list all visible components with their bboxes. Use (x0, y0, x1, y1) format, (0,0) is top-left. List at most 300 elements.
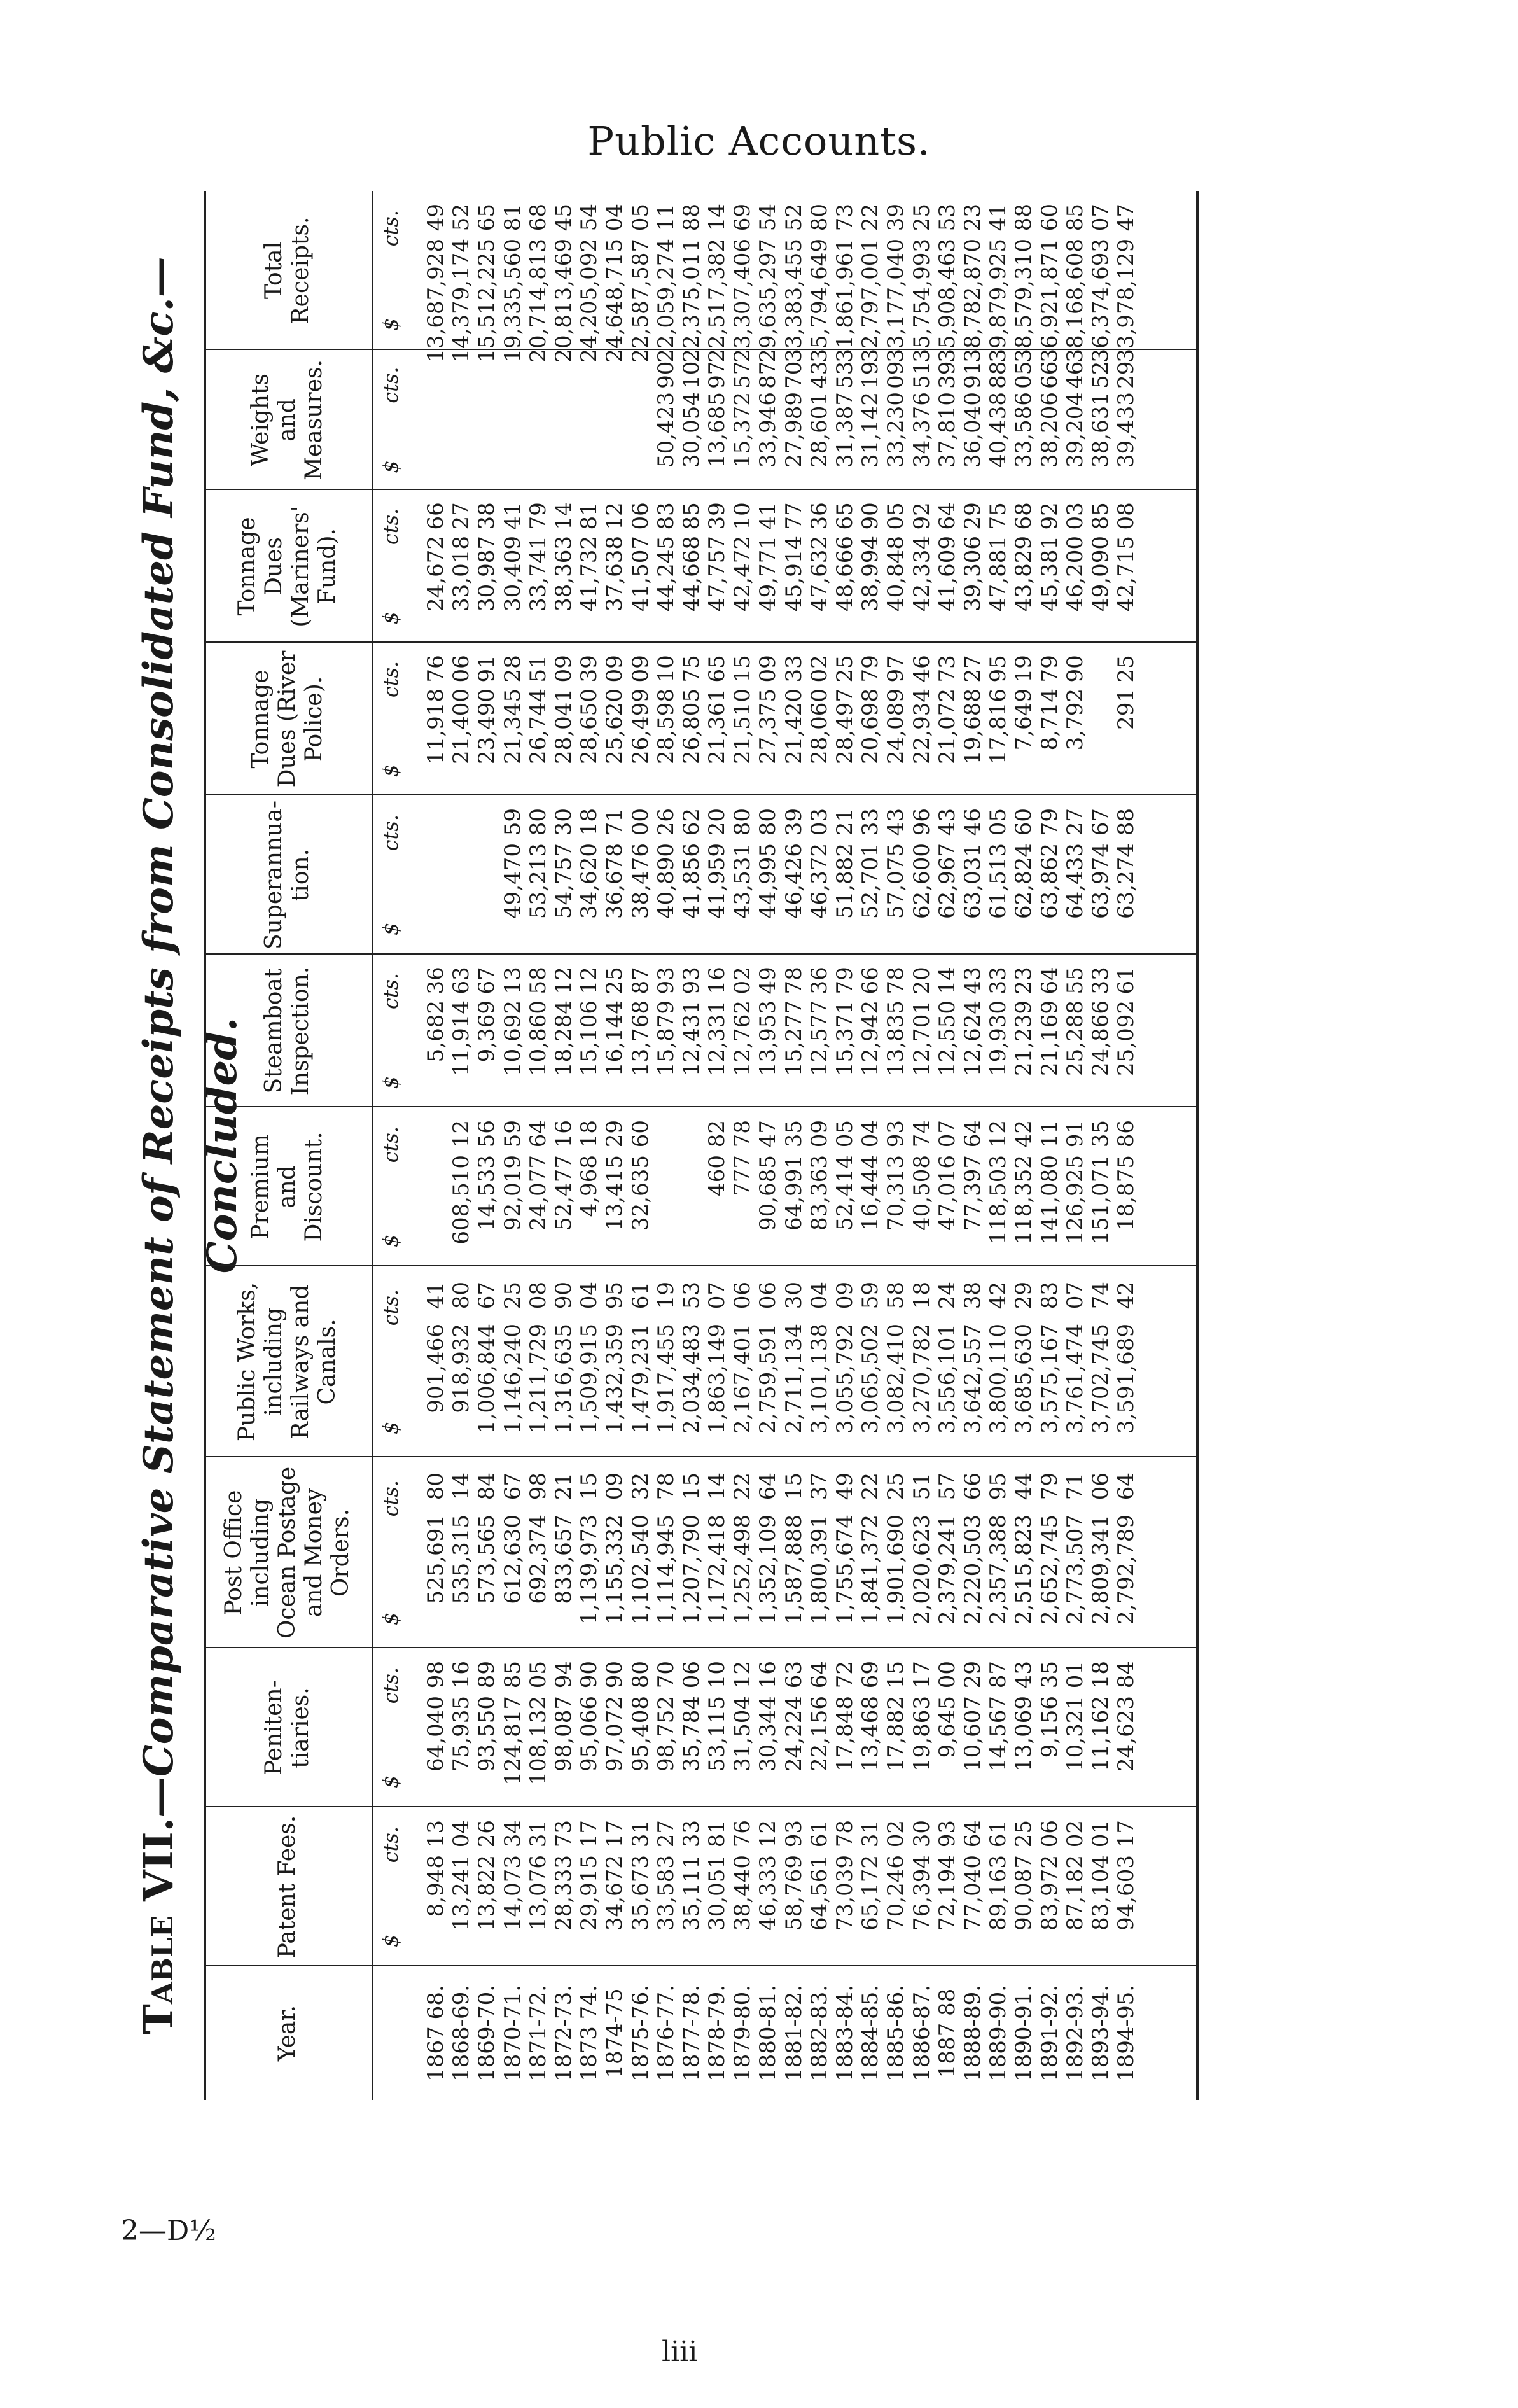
table-cell (628, 1807, 653, 1966)
cell-dollars: 57,075 (883, 843, 909, 919)
cell-dollars: 9,369 (474, 1000, 500, 1063)
cell-dollars: 50,423 (653, 392, 679, 468)
table-cell (500, 490, 526, 643)
cell-cents: 59 (858, 1282, 884, 1310)
cell-cents: 79 (1036, 808, 1062, 836)
table-cell (1062, 191, 1088, 363)
table-cell: 1889-90. (985, 1984, 1012, 2082)
table-cell (526, 1807, 551, 1966)
cell-cents: 17 (602, 1820, 628, 1848)
cell-dollars: 12,431 (678, 1000, 704, 1076)
cell-cents: 60 (1011, 808, 1037, 836)
cell-cents: 83 (653, 502, 679, 530)
table-cell (679, 795, 704, 955)
table-cell: 1872-73. (550, 1984, 576, 2082)
table-cell (449, 1266, 474, 1457)
cell-cents: 68 (525, 204, 551, 232)
table-cell (474, 191, 500, 363)
table-cell (960, 1107, 985, 1266)
cell-cents: 97 (704, 361, 730, 389)
cell-dollars: 83,363 (806, 1155, 832, 1231)
table-cell (730, 795, 755, 955)
cell-dollars: 49,090 (1087, 536, 1113, 612)
cell-dollars: 22,156 (806, 1696, 832, 1772)
table-cell: 1885-86. (883, 1984, 909, 2082)
cell-cents: 94 (550, 1661, 576, 1689)
table-cell (960, 1266, 985, 1457)
table-cell (985, 191, 1012, 363)
cell-cents: 80 (627, 1661, 653, 1689)
table-cell (679, 955, 704, 1107)
cell-dollars: 43,829 (1011, 536, 1037, 612)
table-cell (1088, 1807, 1113, 1966)
table-cell (883, 1457, 909, 1648)
table-cell (449, 1457, 474, 1648)
table-cell (807, 643, 832, 795)
table-cell (526, 1107, 551, 1266)
cell-cents: 39 (781, 808, 807, 836)
table-cell (628, 955, 653, 1107)
table-cell (1011, 490, 1036, 643)
cell-dollars: 1,432,359 (602, 1324, 628, 1434)
cell-dollars: 48,666 (832, 536, 858, 612)
table-cell (474, 350, 499, 490)
cell-dollars: 19,930 (985, 1000, 1012, 1076)
table-cell (704, 191, 730, 363)
cell-dollars: 14,073 (499, 1855, 526, 1931)
cell-dollars: 108,132 (525, 1696, 551, 1786)
cell-cents: 79 (1036, 1473, 1062, 1501)
cell-dollars: 19,335,560 (499, 239, 526, 363)
cell-dollars: 94,603 (1113, 1855, 1139, 1931)
cell-dollars: 918,932 (449, 1324, 475, 1413)
cell-dollars: 12,942 (858, 1000, 884, 1076)
column-wm (204, 349, 1196, 490)
table-cell (423, 191, 449, 363)
table-cell (883, 643, 909, 795)
cell-dollars: 21,361 (704, 689, 730, 764)
cell-cents: 09 (806, 1120, 832, 1148)
table-cell (602, 643, 627, 795)
cell-dollars: 16,444 (858, 1155, 884, 1231)
cell-dollars: 1,863,149 (704, 1324, 730, 1434)
cell-cents: 14 (704, 1473, 730, 1501)
cell-dollars: 11,918 (423, 689, 449, 764)
dollar-unit: $ (379, 318, 403, 331)
cell-dollars: 3,761,474 (1062, 1324, 1088, 1434)
cell-dollars: 21,420 (781, 689, 807, 764)
values-pen (423, 1648, 1139, 1807)
cell-cents: 10 (653, 655, 679, 683)
cell-cents: 19 (858, 361, 884, 389)
table-cell (858, 191, 884, 363)
values-wm (423, 350, 1139, 490)
table-cell (985, 1266, 1011, 1457)
cell-dollars: 38,440 (730, 1855, 756, 1931)
cell-dollars: 22,934 (909, 689, 935, 764)
cell-dollars: 12,624 (959, 1000, 985, 1076)
cell-dollars: 72,194 (934, 1855, 960, 1931)
units-row (379, 1648, 410, 1807)
cell-dollars: 70,246 (883, 1855, 909, 1931)
cell-dollars: 22,517,382 (704, 239, 730, 363)
table-cell (423, 1807, 449, 1966)
table-cell (935, 490, 960, 643)
table-cell (576, 643, 602, 795)
cell-dollars: 38,363 (550, 536, 576, 612)
table-cell (551, 1457, 576, 1648)
dollar-unit: $ (379, 611, 403, 625)
table-cell (1113, 1648, 1139, 1807)
cell-cents: 15 (781, 1473, 807, 1501)
cell-cents: 73 (832, 204, 858, 232)
cell-cents: 57 (730, 361, 756, 389)
cell-cents: 07 (934, 1120, 960, 1148)
table-cell (551, 955, 576, 1107)
cell-cents: 66 (423, 502, 449, 530)
cell-cents: 81 (576, 502, 602, 530)
cell-dollars: 21,345 (499, 689, 526, 764)
cell-dollars: 62,600 (909, 843, 935, 919)
table-cell (449, 191, 475, 363)
table-cell (960, 795, 985, 955)
table-cell (960, 1457, 985, 1648)
cell-cents: 06 (755, 1282, 781, 1310)
cell-cents: 07 (1087, 204, 1113, 232)
column-header-wm: Weights and Measures. (247, 360, 327, 480)
cell-cents: 24 (934, 1282, 960, 1310)
cell-cents: 61 (1113, 967, 1139, 995)
table-cell: 1887 88 (934, 1988, 960, 2078)
cell-cents: 09 (627, 655, 653, 683)
cell-dollars: 34,376 (909, 392, 935, 468)
cell-cents: 64 (934, 502, 960, 530)
table-cell (935, 350, 960, 490)
cell-cents: 78 (883, 967, 909, 995)
values-super (423, 795, 1139, 955)
cell-cents: 78 (653, 1473, 679, 1501)
table-cell (909, 350, 935, 490)
cell-cents: 29 (959, 502, 985, 530)
cell-dollars: 692,374 (525, 1515, 551, 1604)
column-header-pen: Peniten-tiaries. (261, 1680, 314, 1775)
cell-cents: 72 (832, 1661, 858, 1689)
table-cell (935, 1648, 960, 1807)
cell-dollars: 28,060 (806, 689, 832, 764)
cell-dollars: 33,741 (525, 536, 551, 612)
table-cell (602, 1107, 627, 1266)
cell-cents: 45 (550, 204, 576, 232)
cell-dollars: 25,288 (1062, 1000, 1088, 1076)
table-cell (959, 191, 985, 363)
cell-cents: 91 (474, 655, 500, 683)
cell-dollars: 98,752 (653, 1696, 679, 1772)
table-cell (858, 795, 883, 955)
table-cell (1037, 490, 1062, 643)
table-cell (883, 1648, 909, 1807)
cell-dollars: 13,835 (883, 1000, 909, 1076)
cell-dollars: 35,754,993 (909, 239, 935, 363)
table-cell (474, 1807, 499, 1966)
table-cell (909, 795, 935, 955)
cell-dollars: 77,397 (959, 1155, 985, 1231)
table-cell (1062, 643, 1088, 795)
table-cell (807, 1266, 832, 1457)
cell-dollars: 31,387 (832, 392, 858, 468)
cell-cents: 93 (883, 1120, 909, 1148)
printer-signature: 2—D½ (121, 2215, 216, 2247)
cell-dollars: 3,685,630 (1011, 1324, 1037, 1434)
cell-dollars: 65,172 (858, 1855, 884, 1931)
cell-dollars: 15,512,225 (474, 239, 500, 363)
cell-dollars: 33,177,040 (883, 239, 909, 363)
cell-dollars: 26,744 (525, 689, 551, 764)
cell-dollars: 46,200 (1062, 536, 1088, 612)
cell-dollars: 87,182 (1062, 1855, 1088, 1931)
cell-dollars: 24,205,092 (576, 239, 602, 363)
table-cell (576, 795, 602, 955)
table-cell (551, 1648, 576, 1807)
cell-cents: 43 (806, 361, 832, 389)
cell-cents: 70 (653, 1661, 679, 1689)
cell-dollars: 12,701 (909, 1000, 935, 1076)
cell-cents: 27 (449, 502, 475, 530)
cell-dollars: 35,908,463 (934, 239, 960, 363)
cell-cents: 14 (449, 1473, 475, 1501)
cell-cents: 17 (576, 1820, 602, 1848)
cell-dollars: 11,162 (1087, 1696, 1113, 1772)
table-cell (755, 1807, 781, 1966)
table-cell (653, 795, 679, 955)
cell-cents: 93 (653, 967, 679, 995)
cell-cents: 29 (1113, 361, 1139, 389)
table-cell (781, 1807, 807, 1966)
table-cell (500, 955, 526, 1107)
table-cell (704, 643, 730, 795)
table-cell (423, 490, 449, 643)
cell-dollars: 41,507 (627, 536, 653, 612)
table-cell (678, 191, 704, 363)
cell-dollars: 39,306 (959, 536, 985, 612)
table-cell (781, 1457, 807, 1648)
cell-cents: 56 (474, 1120, 500, 1148)
table-cell: 1878-79. (704, 1984, 730, 2082)
table-cell (755, 795, 781, 955)
table-cell (781, 350, 807, 490)
cell-dollars: 15,106 (576, 1000, 602, 1076)
cell-dollars: 41,959 (704, 843, 730, 919)
cell-dollars: 3,101,138 (806, 1324, 832, 1434)
cell-dollars: 95,408 (627, 1696, 653, 1772)
cell-cents: 49 (423, 204, 449, 232)
cell-cents: 06 (449, 655, 475, 683)
table-cell (1062, 1807, 1088, 1966)
table-cell (755, 1648, 781, 1807)
cell-dollars: 53,213 (525, 843, 551, 919)
cell-cents: 89 (474, 1661, 500, 1689)
table-cell: 1890-91. (1011, 1984, 1037, 2082)
table-cell (500, 1457, 526, 1648)
cell-dollars: 3,575,167 (1036, 1324, 1062, 1434)
table-cell (551, 643, 576, 795)
cell-dollars: 2,652,745 (1036, 1515, 1062, 1625)
cell-cents: 98 (423, 1661, 449, 1689)
cell-dollars: 42,334 (909, 536, 935, 612)
cell-dollars: 42,715 (1113, 536, 1139, 612)
cell-dollars: 31,504 (730, 1696, 756, 1772)
cell-dollars: 33,383,455 (781, 239, 807, 363)
cell-cents: 32 (627, 1473, 653, 1501)
table-cell (858, 490, 883, 643)
cell-cents: 27 (653, 1820, 679, 1848)
cell-dollars: 2,759,591 (755, 1324, 781, 1434)
cell-dollars: 460 (704, 1155, 730, 1196)
table-cell (883, 1807, 909, 1966)
cell-cents: 67 (474, 967, 500, 995)
cell-cents: 14 (934, 967, 960, 995)
cell-cents: 78 (730, 1120, 756, 1148)
table-cell (1113, 795, 1139, 955)
cell-cents: 25 (832, 655, 858, 683)
cell-dollars: 3,556,101 (934, 1324, 960, 1434)
cell-dollars: 95,066 (576, 1696, 602, 1772)
cell-dollars: 83,104 (1087, 1855, 1113, 1931)
cell-cents: 09 (602, 1473, 628, 1501)
table-cell (832, 191, 858, 363)
cell-cents: 12 (755, 1820, 781, 1848)
cell-cents: 76 (423, 655, 449, 683)
cell-dollars: 39,204 (1062, 392, 1088, 468)
cell-dollars: 44,668 (678, 536, 704, 612)
cell-dollars: 1,587,888 (781, 1515, 807, 1625)
table-cell (653, 955, 679, 1107)
cell-dollars: 1,316,635 (550, 1324, 576, 1434)
table-cell (960, 643, 985, 795)
cell-dollars: 24,672 (423, 536, 449, 612)
cell-cents: 67 (1087, 808, 1113, 836)
cell-dollars: 63,274 (1113, 843, 1139, 919)
cell-dollars: 1,917,455 (653, 1324, 679, 1434)
cell-cents: 78 (832, 1820, 858, 1848)
cell-cents: 51 (909, 361, 935, 389)
table-cell (730, 643, 755, 795)
cell-dollars: 33,230 (883, 392, 909, 468)
column-mar (204, 489, 1196, 643)
cell-dollars: 1,755,674 (832, 1515, 858, 1625)
cell-dollars: 52,414 (832, 1155, 858, 1231)
receipts-table (204, 191, 1196, 2100)
cell-cents: 09 (755, 655, 781, 683)
cell-dollars: 77,040 (959, 1855, 985, 1931)
table-cell (781, 795, 807, 955)
cell-cents: 06 (1036, 1820, 1062, 1848)
cell-cents: 33 (985, 967, 1012, 995)
cell-cents: 67 (474, 1282, 500, 1310)
table-cell (1062, 1266, 1088, 1457)
cell-dollars: 32,797,001 (858, 239, 884, 363)
table-cell (1088, 955, 1113, 1107)
cell-dollars: 22,059,274 (653, 239, 679, 363)
cell-dollars: 17,848 (832, 1696, 858, 1772)
cell-dollars: 126,925 (1062, 1155, 1088, 1245)
cell-dollars: 2,020,623 (909, 1515, 935, 1625)
dollar-unit: $ (379, 1075, 403, 1089)
cell-cents: 76 (730, 1820, 756, 1848)
cell-cents: 55 (1062, 967, 1088, 995)
cell-dollars: 34,672 (602, 1855, 628, 1931)
units-row (379, 350, 410, 490)
table-cell (909, 1107, 935, 1266)
cell-cents: 15 (883, 1661, 909, 1689)
table-cell: 1884-85. (858, 1984, 884, 2082)
table-cell (449, 1807, 474, 1966)
cell-dollars: 3,702,745 (1087, 1324, 1113, 1434)
table-cell (628, 1266, 653, 1457)
cell-cents: 18 (1087, 1661, 1113, 1689)
cell-dollars: 24,224 (781, 1696, 807, 1772)
cell-dollars: 64,991 (781, 1155, 807, 1231)
table-cell (704, 955, 730, 1107)
table-cell (1088, 795, 1113, 955)
cell-dollars: 27,375 (755, 689, 781, 764)
table-cell (935, 643, 960, 795)
cell-dollars: 10,860 (525, 1000, 551, 1076)
table-cell (807, 795, 832, 955)
table-cell (602, 1648, 627, 1807)
table-cell (628, 795, 653, 955)
table-cell (883, 490, 909, 643)
cell-cents: 06 (1087, 1473, 1113, 1501)
cell-dollars: 1,479,231 (627, 1324, 653, 1434)
table-cell (704, 350, 730, 490)
cell-dollars: 38,168,608 (1062, 239, 1088, 363)
table-cell (628, 490, 653, 643)
units-row (379, 795, 410, 955)
cell-dollars: 46,372 (806, 843, 832, 919)
column-super (204, 794, 1196, 955)
cell-cents: 16 (704, 967, 730, 995)
table-cell (1088, 350, 1113, 490)
cell-dollars: 41,856 (678, 843, 704, 919)
cell-cents: 57 (934, 1473, 960, 1501)
cell-cents: 05 (985, 808, 1012, 836)
cell-dollars: 2,034,483 (678, 1324, 704, 1434)
cell-dollars: 141,080 (1036, 1155, 1062, 1245)
table-cell (474, 1266, 499, 1457)
cell-cents: 43 (1011, 1661, 1037, 1689)
table-cell (474, 1648, 499, 1807)
table-cell (935, 1266, 960, 1457)
column-post (204, 1456, 1196, 1648)
cell-dollars: 40,890 (653, 843, 679, 919)
table-cell (985, 1807, 1011, 1966)
cell-cents: 16 (755, 1661, 781, 1689)
cell-dollars: 13,685 (704, 392, 730, 468)
table-cell: 1869-70. (474, 1984, 500, 2082)
values-year (423, 1966, 1139, 2100)
cell-dollars: 22,587,587 (627, 239, 653, 363)
cell-cents: 42 (1011, 1120, 1037, 1148)
column-header-steam: Steamboat Inspection. (261, 966, 314, 1096)
cell-cents: 42 (1113, 1282, 1139, 1310)
cell-dollars: 30,987 (474, 536, 500, 612)
table-cell (500, 350, 526, 490)
cell-cents: 26 (474, 1820, 500, 1848)
table-cell (602, 350, 627, 490)
cell-dollars: 2,773,507 (1062, 1515, 1088, 1625)
cell-cents: 81 (499, 204, 526, 232)
cell-dollars: 90,087 (1011, 1855, 1037, 1931)
